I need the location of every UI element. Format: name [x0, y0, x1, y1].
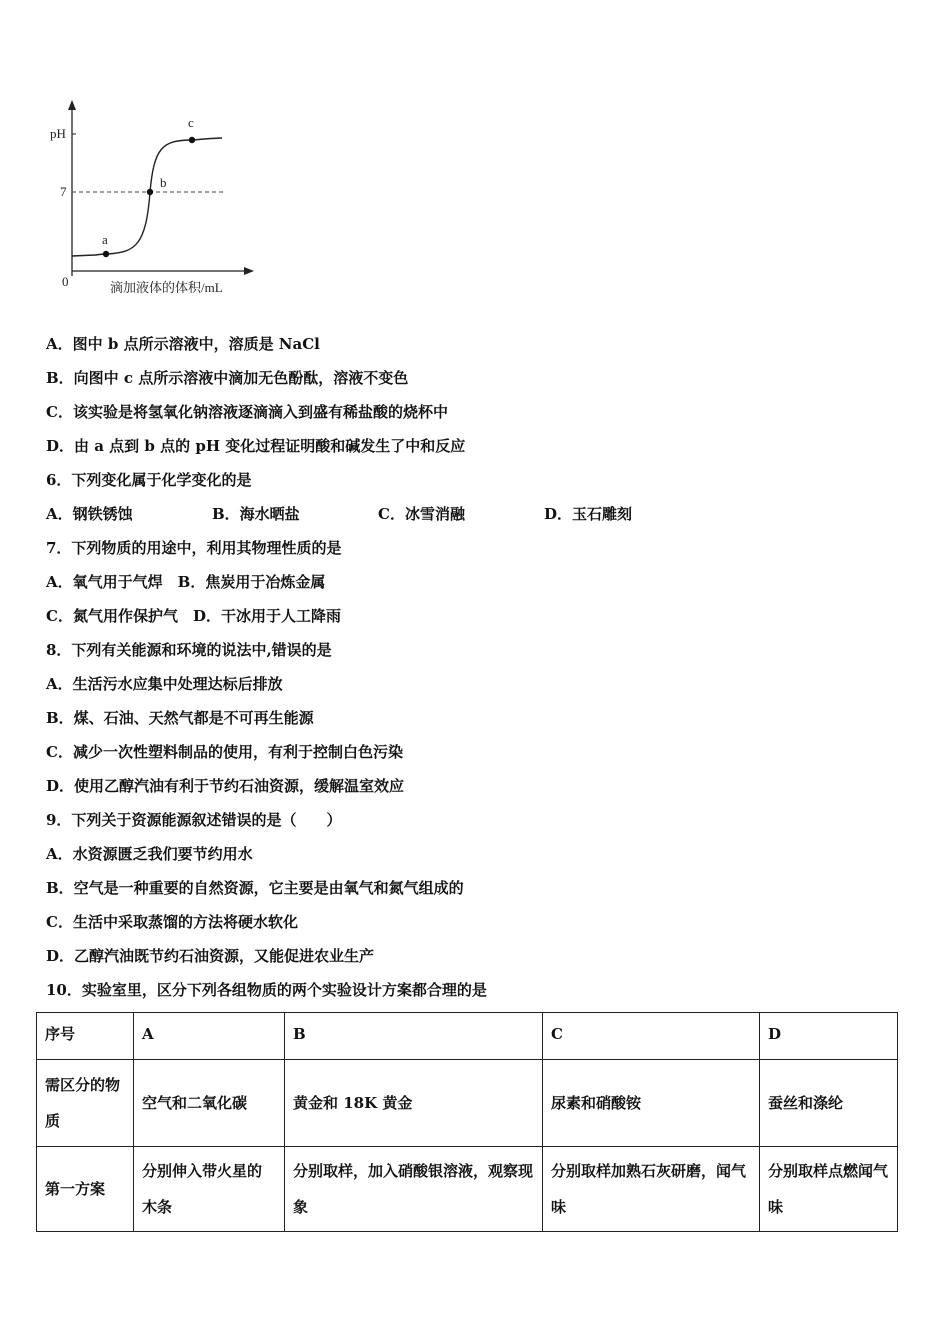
q9-option-b: B．空气是一种重要的自然资源，它主要是由氧气和氮气组成的	[46, 879, 464, 897]
table-cell: B	[285, 1013, 543, 1060]
q9-option-c: C．生活中采取蒸馏的方法将硬水软化	[46, 913, 298, 931]
q6-option-d: D．玉石雕刻	[544, 505, 633, 523]
table-cell: 尿素和硝酸铵	[543, 1060, 760, 1147]
q7-stem: 7．下列物质的用途中，利用其物理性质的是	[46, 539, 342, 557]
q5-option-a: A．图中 b 点所示溶液中，溶质是 NaCl	[46, 335, 320, 353]
q6-option-b: B．海水晒盐	[212, 505, 300, 523]
table-cell: 分别伸入带火星的木条	[134, 1147, 285, 1232]
origin-label: 0	[62, 274, 69, 289]
table-header-row	[37, 1013, 898, 1060]
q8-stem: 8．下列有关能源和环境的说法中,错误的是	[46, 641, 332, 659]
q10-table	[36, 1012, 898, 1232]
q9-option-a: A．水资源匮乏我们要节约用水	[46, 845, 253, 863]
q9-stem: 9．下列关于资源能源叙述错误的是（ ）	[46, 811, 342, 829]
q8-option-a: A．生活污水应集中处理达标后排放	[46, 675, 283, 693]
table-cell: 第一方案	[37, 1147, 134, 1232]
q8-option-c: C．减少一次性塑料制品的使用，有利于控制白色污染	[46, 743, 403, 761]
q7-options-ab: A．氧气用于气焊 B．焦炭用于冶炼金属	[46, 573, 326, 591]
y-axis-arrow	[68, 100, 76, 110]
q6-option-c: C．冰雪消融	[378, 505, 465, 523]
table-cell: 分别取样加熟石灰研磨，闻气味	[543, 1147, 760, 1232]
table-cell: D	[760, 1013, 898, 1060]
point-c-marker	[189, 137, 195, 143]
table-cell: 蚕丝和涤纶	[760, 1060, 898, 1147]
y-axis-label: pH	[50, 126, 66, 141]
point-c-label: c	[188, 115, 194, 130]
q5-option-c: C．该实验是将氢氧化钠溶液逐滴滴入到盛有稀盐酸的烧杯中	[46, 403, 448, 421]
table-cell: C	[543, 1013, 760, 1060]
table-row	[37, 1147, 898, 1232]
point-b-marker	[147, 189, 153, 195]
q7-options-cd: C．氮气用作保护气 D．干冰用于人工降雨	[46, 607, 341, 625]
table-row	[37, 1060, 898, 1147]
x-axis-arrow	[244, 267, 254, 275]
point-a-marker	[103, 251, 109, 257]
ph-titration-graph	[40, 96, 270, 301]
q5-option-b: B．向图中 c 点所示溶液中滴加无色酚酞，溶液不变色	[46, 369, 409, 387]
table-cell: 分别取样，加入硝酸银溶液，观察现象	[285, 1147, 543, 1232]
table-cell: A	[134, 1013, 285, 1060]
q8-option-d: D．使用乙醇汽油有利于节约石油资源，缓解温室效应	[46, 777, 405, 795]
table-cell: 空气和二氧化碳	[134, 1060, 285, 1147]
x-axis-label: 滴加液体的体积/mL	[110, 280, 223, 295]
table-cell: 分别取样点燃闻气味	[760, 1147, 898, 1232]
q8-option-b: B．煤、石油、天然气都是不可再生能源	[46, 709, 314, 727]
q10-stem: 10．实验室里，区分下列各组物质的两个实验设计方案都合理的是	[46, 981, 487, 999]
q6-stem: 6．下列变化属于化学变化的是	[46, 471, 252, 489]
table-cell: 序号	[37, 1013, 134, 1060]
table-cell: 需区分的物质	[37, 1060, 134, 1147]
point-a-label: a	[102, 232, 108, 247]
titration-curve	[72, 138, 222, 256]
point-b-label: b	[160, 175, 167, 190]
q6-option-a: A．钢铁锈蚀	[46, 505, 133, 523]
table-cell: 黄金和 18K 黄金	[285, 1060, 543, 1147]
q6-options	[46, 504, 632, 524]
ph7-label: 7	[60, 184, 67, 199]
q5-option-d: D．由 a 点到 b 点的 pH 变化过程证明酸和碱发生了中和反应	[46, 437, 466, 455]
q9-option-d: D．乙醇汽油既节约石油资源，又能促进农业生产	[46, 947, 375, 965]
